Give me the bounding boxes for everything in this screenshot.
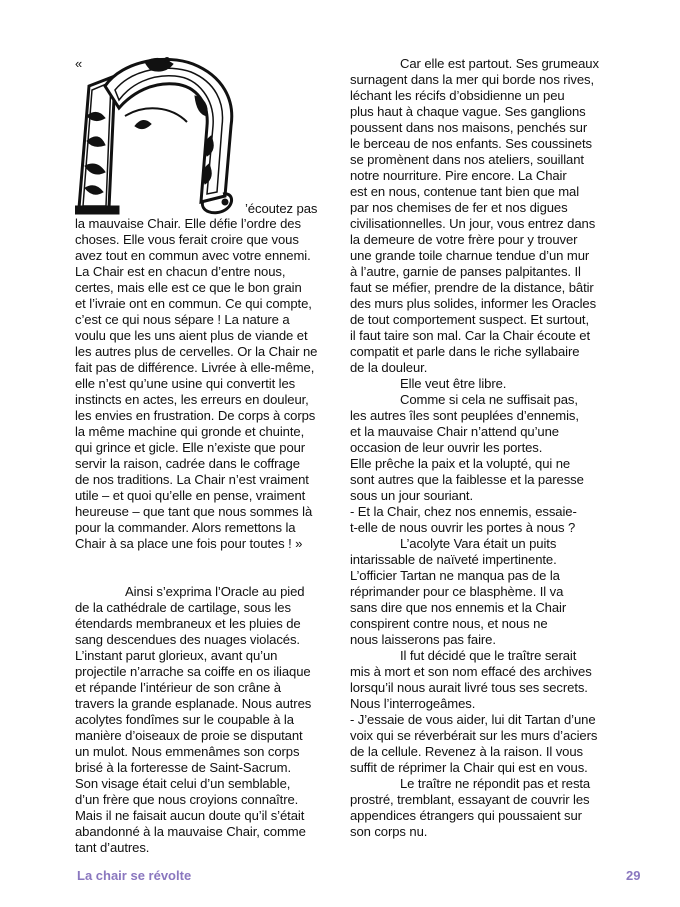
text-line: occasion de leur ouvrir les portes.: [350, 440, 543, 455]
text-line: Car elle est partout. Ses grumeaux: [400, 56, 599, 71]
text-line: Le traître ne répondit pas et resta: [400, 776, 591, 791]
text-line: une grande toile charnue tendue d’un mur: [350, 248, 590, 263]
text-line: les autres îles sont peuplées d’ennemis,: [350, 408, 579, 423]
text-line: c’est ce qui nous sépare ! La nature a: [75, 312, 290, 327]
text-line: suffit de réprimer la Chair qui est en vous.: [350, 760, 588, 775]
text-line: utile – et quoi qu’elle en pense, vraiment: [75, 488, 306, 503]
text-line: Chair à sa place une fois pour toutes ! »: [75, 536, 303, 551]
text-line: faut se méfier, prendre de la distance, bâtir: [350, 280, 594, 295]
text-line: un mulot. Nous emmenâmes son corps: [75, 744, 300, 759]
right-column: [350, 56, 642, 840]
text-line: sang descendues des nuages violacés.: [75, 632, 300, 647]
text-line: conspirent contre nous, et nous ne: [350, 616, 548, 631]
text-line: L’instant parut glorieux, avant qu’un: [75, 648, 278, 663]
text-line: et la mauvaise Chair n’attend qu’une: [350, 424, 559, 439]
text-line: acolytes fondîmes sur le coupable à la: [75, 712, 294, 727]
text-line: le berceau de nos enfants. Ses coussinets: [350, 136, 592, 151]
text-line: compatit et parle dans le riche syllabaire: [350, 344, 580, 359]
text-line: de tout comportement suspect. Et surtout,: [350, 312, 589, 327]
text-line: nous laisserons pas faire.: [350, 632, 496, 647]
text-line: instincts en actes, les erreurs en douleur,: [75, 392, 309, 407]
text-line: par nos chemises de fer et nos digues: [350, 200, 568, 215]
ornate-letter-n-image: [75, 56, 247, 216]
page-number: 29: [626, 868, 641, 883]
text-line: il faut taire son mal. Car la Chair écoute et: [350, 328, 591, 343]
text-line: heureuse – que tant que nous sommes là: [75, 504, 313, 519]
text-line: Il fut décidé que le traître serait: [400, 648, 577, 663]
text-line: mis à mort et son nom effacé des archives: [350, 664, 592, 679]
text-line: appendices étrangers qui poussaient sur: [350, 808, 582, 823]
text-line: de la douleur.: [350, 360, 428, 375]
text-line: civilisationnelles. Un jour, vous entrez dans: [350, 216, 596, 231]
text-line: intarissable de naïveté impertinente.: [350, 552, 557, 567]
text-line: elle n’est qu’une usine qui convertit les: [75, 376, 296, 391]
text-line: de nos traditions. La Chair n’est vraiment: [75, 472, 309, 487]
text-line: abandonné à la mauvaise Chair, comme: [75, 824, 306, 839]
text-line: sous un jour souriant.: [350, 488, 473, 503]
text-line: La Chair est en chacun d’entre nous,: [75, 264, 286, 279]
text-line: et répande l’intérieur de son crâne à: [75, 680, 281, 695]
text-line: voix qui se réverbérait sur les murs d’aciers: [350, 728, 598, 743]
text-line: réprimander pour ce blasphème. Il va: [350, 584, 564, 599]
decorated-initial-n: [75, 56, 247, 216]
dropcap-block: [75, 56, 345, 216]
text-line: et l’ivraie ont en commun. Ce qui compte,: [75, 296, 312, 311]
text-line: sans dire que nos ennemis et la Chair: [350, 600, 567, 615]
text-line: à l’autre, garnie de panses palpitantes. Il: [350, 264, 581, 279]
text-line: des murs plus solides, informer les Oracles: [350, 296, 597, 311]
text-line: Ainsi s’exprima l’Oracle au pied: [125, 584, 305, 599]
text-line: projectile n’arrache sa coiffe en os iliaque: [75, 664, 311, 679]
text-line: tant d’autres.: [75, 840, 150, 855]
text-line: pour la commander. Alors remettons la: [75, 520, 296, 535]
text-line: Son visage était celui d’un semblable,: [75, 776, 291, 791]
text-line: L’officier Tartan ne manqua pas de la: [350, 568, 560, 583]
text-line: se promènent dans nos ateliers, souillant: [350, 152, 584, 167]
text-line: les envies en frustration. De corps à corps: [75, 408, 316, 423]
paragraph-gap: [75, 568, 345, 584]
text-line: lorsqu’il nous aurait livré tous ses secrets.: [350, 680, 588, 695]
text-line: t-elle de nous ouvrir les portes à nous ?: [350, 520, 576, 535]
text-line: Elle veut être libre.: [400, 376, 507, 391]
text-line: Nous l’interrogeâmes.: [350, 696, 476, 711]
text-line: les autres plus de cervelles. Or la Chair ne: [75, 344, 318, 359]
text-line: d’un frère que nous croyions connaître.: [75, 792, 299, 807]
text-line: la demeure de votre frère pour y trouver: [350, 232, 578, 247]
text-line: Elle prêche la paix et la volupté, qui ne: [350, 456, 571, 471]
text-line: L’acolyte Vara était un puits: [400, 536, 557, 551]
text-line: certes, mais elle est ce que le bon grain: [75, 280, 302, 295]
paragraph-gap: [75, 552, 345, 568]
text-line: sont autres que la faiblesse et la paresse: [350, 472, 584, 487]
text-line: étendards membraneux et les pluies de: [75, 616, 301, 631]
text-line: plus haut à chaque vague. Ses ganglions: [350, 104, 586, 119]
text-line: Mais il ne faisait aucun doute qu’il s’était: [75, 808, 305, 823]
text-line: avez tout en commun avec votre ennemi.: [75, 248, 311, 263]
opening-quote: «: [75, 56, 83, 71]
left-column: [75, 56, 345, 856]
text-line: - J’essaie de vous aider, lui dit Tartan d’une: [350, 712, 596, 727]
text-line: léchant les récifs d’obsidienne un peu: [350, 88, 565, 103]
text-line: la mauvaise Chair. Elle défie l’ordre des: [75, 216, 301, 231]
text-line: surnagent dans la mer qui borde nos rives,: [350, 72, 594, 87]
text-line: servir la raison, cadrée dans le coffrage: [75, 456, 300, 471]
text-line: manière d’oiseaux de proie se disputant: [75, 728, 303, 743]
running-footer-title: La chair se révolte: [77, 868, 192, 883]
text-line: - Et la Chair, chez nos ennemis, essaie-: [350, 504, 577, 519]
dropcap-tail-text: ’écoutez pas: [245, 201, 318, 216]
text-line: de la cellule. Revenez à la raison. Il vous: [350, 744, 583, 759]
text-line: travers la grande esplanade. Nous autres: [75, 696, 312, 711]
text-line: qui grince et gicle. Elle n’existe que pour: [75, 440, 306, 455]
text-line: voulu que les uns aient plus de viande et: [75, 328, 308, 343]
text-line: la même machine qui gronde et chuinte,: [75, 424, 305, 439]
text-line: Comme si cela ne suffisait pas,: [400, 392, 578, 407]
text-line: notre nourriture. Pire encore. La Chair: [350, 168, 567, 183]
text-line: est en nous, contenue tant bien que mal: [350, 184, 580, 199]
text-line: son corps nu.: [350, 824, 428, 839]
text-line: poussent dans nos maisons, penchés sur: [350, 120, 588, 135]
text-line: de la cathédrale de cartilage, sous les: [75, 600, 291, 615]
text-line: brisé à la forteresse de Saint-Sacrum.: [75, 760, 291, 775]
text-line: fait pas de différence. Livrée à elle-même,: [75, 360, 315, 375]
text-line: prostré, tremblant, essayant de couvrir les: [350, 792, 590, 807]
text-line: choses. Elle vous ferait croire que vous: [75, 232, 299, 247]
